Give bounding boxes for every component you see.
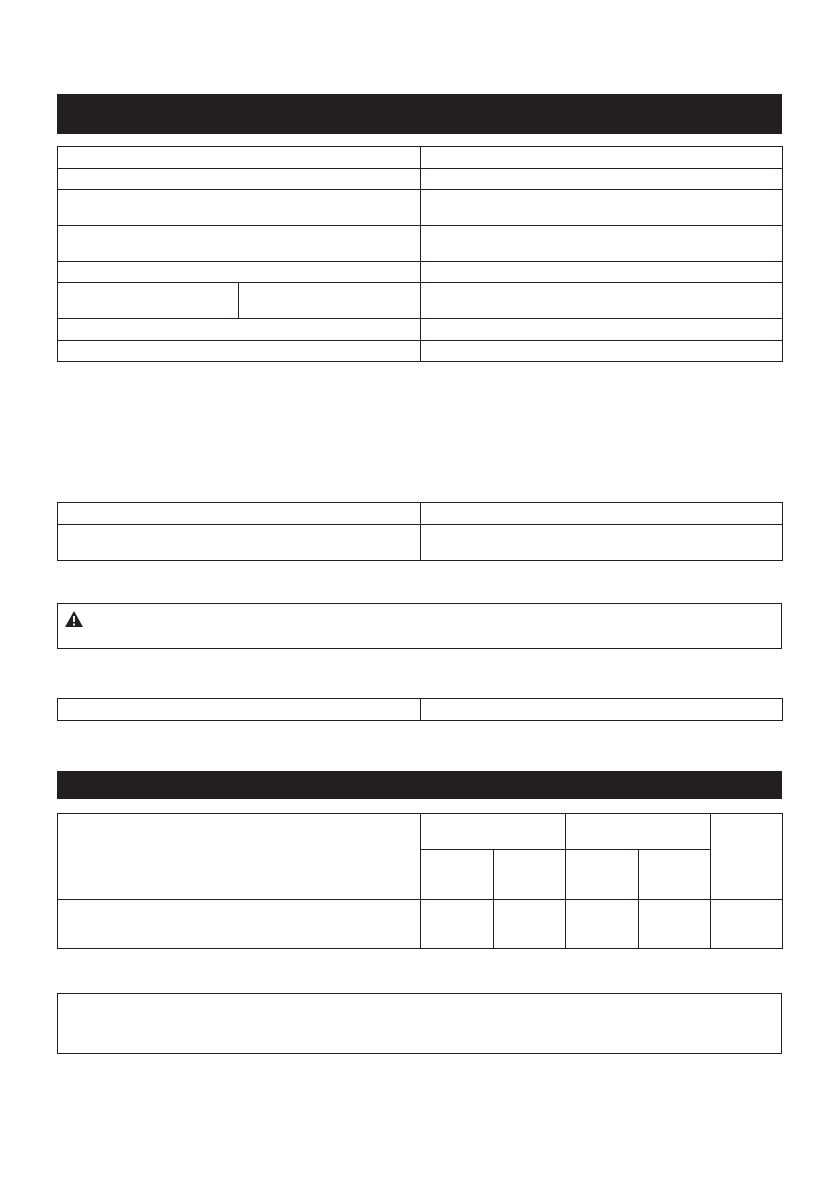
row-value xyxy=(421,319,783,341)
row-value xyxy=(421,341,783,362)
row-value xyxy=(421,283,783,319)
battery-table xyxy=(57,502,783,561)
table-row xyxy=(58,900,783,949)
table-row xyxy=(58,262,783,283)
row-label xyxy=(58,503,421,525)
table-row xyxy=(58,814,783,850)
group-header-a xyxy=(421,814,566,850)
cell-value xyxy=(421,900,494,949)
row-label xyxy=(58,262,421,283)
row-label xyxy=(58,341,421,362)
table-row xyxy=(58,283,783,319)
table-row xyxy=(58,169,783,190)
row-label xyxy=(58,169,421,190)
table-row xyxy=(58,525,783,561)
matrix-table xyxy=(57,813,783,949)
row-label-a xyxy=(58,283,239,319)
row-value xyxy=(421,503,783,525)
table-row xyxy=(58,319,783,341)
row-label xyxy=(58,699,421,721)
row-label xyxy=(58,190,421,226)
sub-column-header xyxy=(421,850,494,900)
row-value xyxy=(421,262,783,283)
row-value xyxy=(421,169,783,190)
table-row xyxy=(58,226,783,262)
cell-value xyxy=(494,900,566,949)
row-value xyxy=(421,525,783,561)
table-row xyxy=(58,190,783,226)
row-label-b xyxy=(239,283,421,319)
table-row xyxy=(58,147,783,169)
row-label xyxy=(58,226,421,262)
row-value xyxy=(421,147,783,169)
single-row-table xyxy=(57,698,783,721)
cell-value xyxy=(711,900,783,949)
table-row xyxy=(58,341,783,362)
cell-value xyxy=(639,900,711,949)
header-label xyxy=(58,814,421,900)
warning-triangle-icon xyxy=(64,610,84,628)
group-header-b xyxy=(566,814,711,850)
table-row xyxy=(58,699,783,721)
row-value xyxy=(421,699,783,721)
last-column-header xyxy=(711,814,783,900)
specifications-table xyxy=(57,146,783,362)
sub-column-header xyxy=(639,850,711,900)
row-value xyxy=(421,190,783,226)
row-label xyxy=(58,319,421,341)
note-box xyxy=(57,993,782,1054)
row-value xyxy=(421,226,783,262)
row-label xyxy=(58,900,421,949)
warning-box xyxy=(57,603,782,649)
section-header-specifications xyxy=(57,94,782,134)
section-header-2 xyxy=(57,771,782,799)
cell-value xyxy=(566,900,639,949)
sub-column-header xyxy=(494,850,566,900)
table-row xyxy=(58,503,783,525)
row-label xyxy=(58,147,421,169)
row-label xyxy=(58,525,421,561)
sub-column-header xyxy=(566,850,639,900)
